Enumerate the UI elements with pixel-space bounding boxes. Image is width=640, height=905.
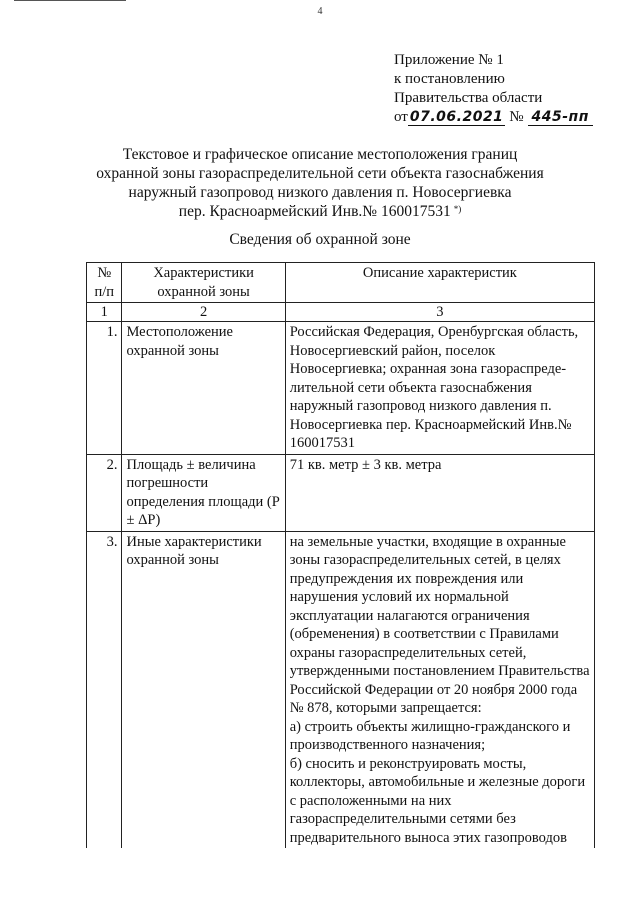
title-line-4-text: пер. Красноармейский Инв.№ 160017531 — [178, 203, 451, 220]
document-title — [0, 145, 640, 221]
description-item-a: а) строить объекты жилищно-гражданского и производственного назначения; — [289, 718, 571, 753]
title-line-2: охранной зоны газораспределительной сети объекта газоснабжения — [96, 165, 544, 182]
appendix-line-3: Правительства области — [394, 90, 543, 106]
index-cell-3: 3 — [285, 303, 594, 322]
table-index-row — [87, 303, 595, 322]
page-number: 4 — [317, 6, 323, 17]
title-line-1: Текстовое и графическое описание местоположения границ — [122, 146, 518, 163]
table-header-row — [87, 263, 595, 303]
row-num: 2. — [87, 454, 122, 531]
table-row — [87, 454, 595, 531]
footnote-mark: *) — [453, 204, 462, 214]
index-cell-2: 2 — [122, 303, 285, 322]
header-characteristics: Характеристики охранной зоны — [122, 263, 285, 303]
description-item-b: б) сносить и реконструировать мосты, коллекторы, автомобильные и железные дороги с расположенными на них газораспределительными сетями без предварительного выноса этих газопроводов — [289, 755, 586, 846]
appendix-line-1: Приложение № 1 — [394, 52, 504, 68]
row-characteristic: Площадь ± величина погрешности определения площади (Р ± ΔР) — [122, 454, 285, 531]
handwritten-number: 445-пп — [528, 110, 593, 126]
title-line-3: наружный газопровод низкого давления п. Новосергиевка — [128, 184, 512, 201]
appendix-line-2: к постановлению — [394, 71, 505, 87]
row-characteristic: Иные характеристики охранной зоны — [122, 531, 285, 848]
row-description: 71 кв. метр ± 3 кв. метра — [285, 454, 594, 531]
header-description: Описание характеристик — [285, 263, 594, 303]
row-description — [285, 531, 594, 848]
row-num: 3. — [87, 531, 122, 848]
number-label: № — [509, 109, 524, 125]
section-subtitle: Сведения об охранной зоне — [229, 231, 411, 248]
zone-info-table — [86, 262, 595, 848]
row-description: Российская Федерация, Оренбургская область, Новосергиевский район, поселок Новосергиевка; охранная зона газораспреде-лительной сети объекта газоснабжения наружный газопровод низкого давления п. Новосергиевка пер. Красноармейский Инв.№ 160017531 — [285, 322, 594, 455]
handwritten-date: 07.06.2021 — [409, 109, 504, 125]
appendix-date-line — [394, 108, 593, 127]
appendix-block — [394, 51, 593, 127]
table-row — [87, 531, 595, 848]
row-characteristic: Местоположение охранной зоны — [122, 322, 285, 455]
title-line-4 — [0, 202, 640, 221]
header-num: № п/п — [87, 263, 122, 303]
index-cell-1: 1 — [87, 303, 122, 322]
from-label: от — [394, 109, 408, 125]
table-row — [87, 322, 595, 455]
description-intro: на земельные участки, входящие в охранные зоны газораспределительных сетей, в целях предупреждения их повреждения или нарушения условий их нормальной эксплуатации налагаются ограничения (обременения) в соответствии с Правилами охраны газораспределительных сетей, утвержденными постановлением Правительства Российской Федерации от 20 ноября 2000 года № 878, которыми запрещается: — [289, 533, 590, 716]
row-num: 1. — [87, 322, 122, 455]
